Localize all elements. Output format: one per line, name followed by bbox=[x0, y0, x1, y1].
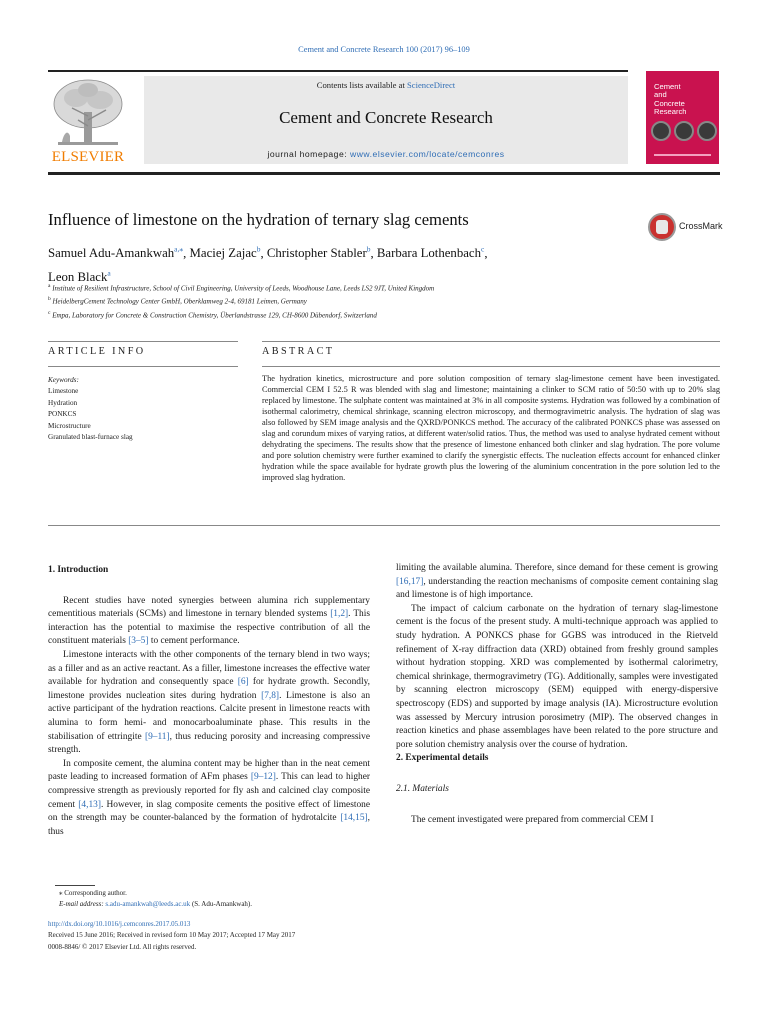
email-link[interactable]: s.adu-amankwah@leeds.ac.uk bbox=[105, 900, 191, 909]
sciencedirect-link[interactable]: ScienceDirect bbox=[407, 80, 456, 90]
contents-prefix: Contents lists available at bbox=[316, 80, 407, 90]
keyword: Granulated blast-furnace slag bbox=[48, 433, 133, 442]
footnote-rule bbox=[55, 885, 95, 886]
received-dates: Received 15 June 2016; Received in revised form 10 May 2017; Accepted 17 May 2017 bbox=[48, 931, 296, 940]
crossmark-label: CrossMark bbox=[679, 221, 723, 231]
elsevier-tree-icon bbox=[48, 76, 128, 152]
affiliation: $^b$ HeidelbergCement Technology Center GmbH, Oberklamweg 2-4, 69181 Leimen, Germany bbox=[48, 296, 307, 306]
elsevier-wordmark: ELSEVIER bbox=[51, 149, 125, 165]
citation-link[interactable]: [6] bbox=[237, 677, 249, 688]
article-info-rule bbox=[48, 341, 238, 342]
email-label: E-mail address: bbox=[59, 900, 106, 909]
citation-link[interactable]: [7,8] bbox=[261, 690, 280, 701]
doi-link[interactable]: http://dx.doi.org/10.1016/j.cemconres.2017.05.013 bbox=[48, 920, 191, 928]
article-info-heading: ARTICLE INFO bbox=[48, 346, 146, 357]
email-suffix: (S. Adu-Amankwah). bbox=[190, 900, 253, 909]
section-heading: 2. Experimental details bbox=[396, 753, 489, 764]
author[interactable]: Maciej Zajac$^b$ bbox=[189, 245, 261, 261]
body-paragraph: In composite cement, the alumina content may be higher than in the neat cement paste leading to increased formation of AFm phases [9–12]. This can lead to higher compressive strength as previously reported for fly ash and calcined clay composite cement [4,13]. However, in slag composite cements the positive effect of limestone on the strength may be counter-balanced by the formation of hydrotalcite [14,15], thus bbox=[48, 758, 370, 837]
author[interactable]: Barbara Lothenbach$^c$ bbox=[376, 245, 485, 261]
journal-title: Cement and Concrete Research bbox=[279, 108, 493, 127]
body-paragraph: The impact of calcium carbonate on the hydration of ternary slag-limestone cement is the focus of the present study. A multi-technique approach was applied to study hydration. A PONKCS phase for GGBS was introduced in the Rietveld refinement of X-ray diffraction data (XRD) obtained from freshly ground samples without hydration stopping. XRD was complemented by isothermal calorimetry, chemical shrinkage, thermogravimetry (TG). Additionally, samples were investigated by scanning electron microscopy (SEM) equipped with energy-dispersive spectroscopy (EDS) and supported by image analysis (IA). Microstructure evolution was assessed by Mercury intrusion porosimetry (MIP). The observed changes in reaction kinetics and phase assemblages have been related to the pore structure and pore solution chemistry analysis over the course of hydration. bbox=[396, 603, 718, 750]
abstract-text: The hydration kinetics, microstructure and pore solution composition of ternary slag-limestone cement have been investigated. Commercial CEM I 52.5 R was blended with slag and limestone; maintaining a clinker to SCM ratio of 50:50 with up to 20% slag replaced by limestone. The sulphate content was maintained at 3% in all composite systems. Hydration was followed by a combination of isothermal calorimetry, chemical shrinkage, scanning electron microscopy, and thermogravimetric analysis. The hydration of slag was also followed by SEM image analysis and the QXRD/PONKCS method. The accuracy of the calibrated PONKCS phase was assessed on slag and corundum mixes of varying ratios, at different water/solid ratios. Thus, the method was used to analyse hydrated cement without dehydrating the specimens. The results show that the presence of limestone enhanced both clinker and slag hydration. The pore volume and pore solution chemistry were further examined to clarify the synergistic effects. The nucleation effects account for enhanced clinker hydration while the space available for hydrate growth plus the lowering of the aluminium concentration in the pore solution led to the improved slag hydration. bbox=[262, 374, 720, 482]
email-note bbox=[55, 899, 375, 910]
cover-title-line: and bbox=[654, 90, 667, 100]
affiliation: $^a$ Institute of Resilient Infrastructure, School of Civil Engineering, University of Leeds, Woodhouse Lane, Leeds LS2 9JT, United Kingdom bbox=[48, 283, 435, 293]
journal-cover-thumbnail[interactable] bbox=[646, 71, 719, 164]
footnotes bbox=[55, 888, 375, 911]
citation-link[interactable]: [1,2] bbox=[330, 609, 349, 620]
abstract-rule-bottom bbox=[262, 366, 720, 367]
article-info-rule-bottom bbox=[48, 366, 238, 367]
cover-title-line: Concrete bbox=[654, 98, 685, 108]
body-column-right bbox=[396, 562, 718, 827]
citation-link[interactable]: [9–11] bbox=[144, 731, 170, 742]
author[interactable]: Christopher Stabler$^b$ bbox=[266, 245, 371, 261]
keywords-label: Keywords: bbox=[48, 376, 79, 384]
author-affiliation-mark[interactable]: b bbox=[366, 245, 371, 254]
subsection-heading: 2.1. Materials bbox=[396, 783, 449, 794]
corresponding-author-note: ⁎ Corresponding author. bbox=[59, 889, 127, 897]
citation-link[interactable]: [3–5] bbox=[128, 636, 149, 647]
masthead-top-rule bbox=[48, 70, 628, 72]
abstract-rule bbox=[262, 341, 720, 342]
body-paragraph: The cement investigated were prepared from commercial CEM I bbox=[411, 814, 654, 825]
journal-citation[interactable]: Cement and Concrete Research 100 (2017) 96–109 bbox=[298, 45, 470, 54]
cover-title-line: Research bbox=[654, 107, 687, 117]
homepage-prefix: journal homepage: bbox=[267, 149, 351, 159]
article-footer bbox=[48, 919, 448, 953]
homepage-line bbox=[144, 149, 628, 159]
abstract-heading: ABSTRACT bbox=[262, 346, 335, 357]
keyword: Microstructure bbox=[48, 421, 91, 430]
article-title: Influence of limestone on the hydration of ternary slag cements bbox=[48, 210, 469, 229]
author[interactable]: Leon Black$^a$ bbox=[48, 268, 111, 284]
cover-micrographs bbox=[651, 121, 717, 141]
keyword: Hydration bbox=[48, 398, 78, 407]
contents-line bbox=[144, 80, 628, 90]
author-affiliation-mark[interactable]: c bbox=[480, 245, 485, 254]
author-affiliation-mark[interactable]: a bbox=[107, 268, 111, 278]
copyright: 0008-8846/ © 2017 Elsevier Ltd. All rights reserved. bbox=[48, 942, 197, 951]
citation-link[interactable]: [4,13] bbox=[78, 799, 101, 810]
journal-homepage-link[interactable]: www.elsevier.com/locate/cemconres bbox=[350, 149, 505, 159]
cover-title-line: Cement bbox=[654, 82, 681, 91]
author-list: Samuel Adu-Amankwah$^{a,⁎}$, Maciej Zajac$^b$, Christopher Stabler$^b$, Barbara Lothenbach$^c$, Leon Black$^a$ bbox=[48, 245, 488, 284]
citation-link[interactable]: [14,15] bbox=[340, 813, 368, 824]
author[interactable]: Samuel Adu-Amankwah$^{a,⁎}$ bbox=[48, 245, 184, 261]
keyword: Limestone bbox=[48, 387, 79, 396]
section-heading: 1. Introduction bbox=[48, 565, 109, 575]
body-paragraph: Limestone interacts with the other components of the ternary blend in two ways; as a filler and as an active reactant. As a filler, limestone increases the effective water available for hydration and consequently space [6] for hydrate growth. Secondly, limestone provides nucleation sites during hydration [7,8]. Limestone is also an active participant of the hydration reactions. Calcite present in limestone reacts with alumina to form hemi- and monocarboaluminate phase. This results in the stabilisation of ettringite [9–11], thus reducing porosity and increasing compressive strength. bbox=[48, 649, 371, 756]
author-affiliation-mark[interactable]: b bbox=[256, 245, 261, 254]
affiliation: $^c$ Empa, Laboratory for Concrete & Construction Chemistry, Überlandstrasse 129, CH-8600 Dübendorf, Switzerland bbox=[48, 309, 377, 319]
keywords-block bbox=[48, 375, 228, 443]
keyword: PONKCS bbox=[48, 410, 77, 419]
author-affiliation-mark[interactable]: a,⁎ bbox=[174, 245, 184, 254]
body-paragraph: Recent studies have noted synergies between alumina rich supplementary cementitious materials (SCMs) and limestone in ternary blended systems [1,2]. This interaction has the potential to maximise the respective contribution of all the constituent materials [3–5] to cement performance. bbox=[48, 595, 371, 647]
cover-title bbox=[654, 83, 687, 117]
cover-footer-bar bbox=[654, 154, 711, 156]
abstract-bottom-rule bbox=[48, 525, 720, 526]
body-paragraph: limiting the available alumina. Therefore, since demand for these cement is growing [16,17], understanding the reaction mechanisms of composite cement containing slag and limestone is of high importance. bbox=[396, 563, 718, 601]
citation-link[interactable]: [16,17] bbox=[396, 576, 424, 587]
crossmark-icon bbox=[648, 213, 676, 241]
citation-link[interactable]: [9–12] bbox=[250, 772, 276, 783]
affiliations bbox=[48, 281, 668, 321]
journal-masthead bbox=[144, 76, 628, 164]
body-column-left bbox=[48, 564, 370, 839]
masthead-bottom-rule bbox=[48, 172, 720, 175]
crossmark-button[interactable] bbox=[648, 213, 723, 243]
